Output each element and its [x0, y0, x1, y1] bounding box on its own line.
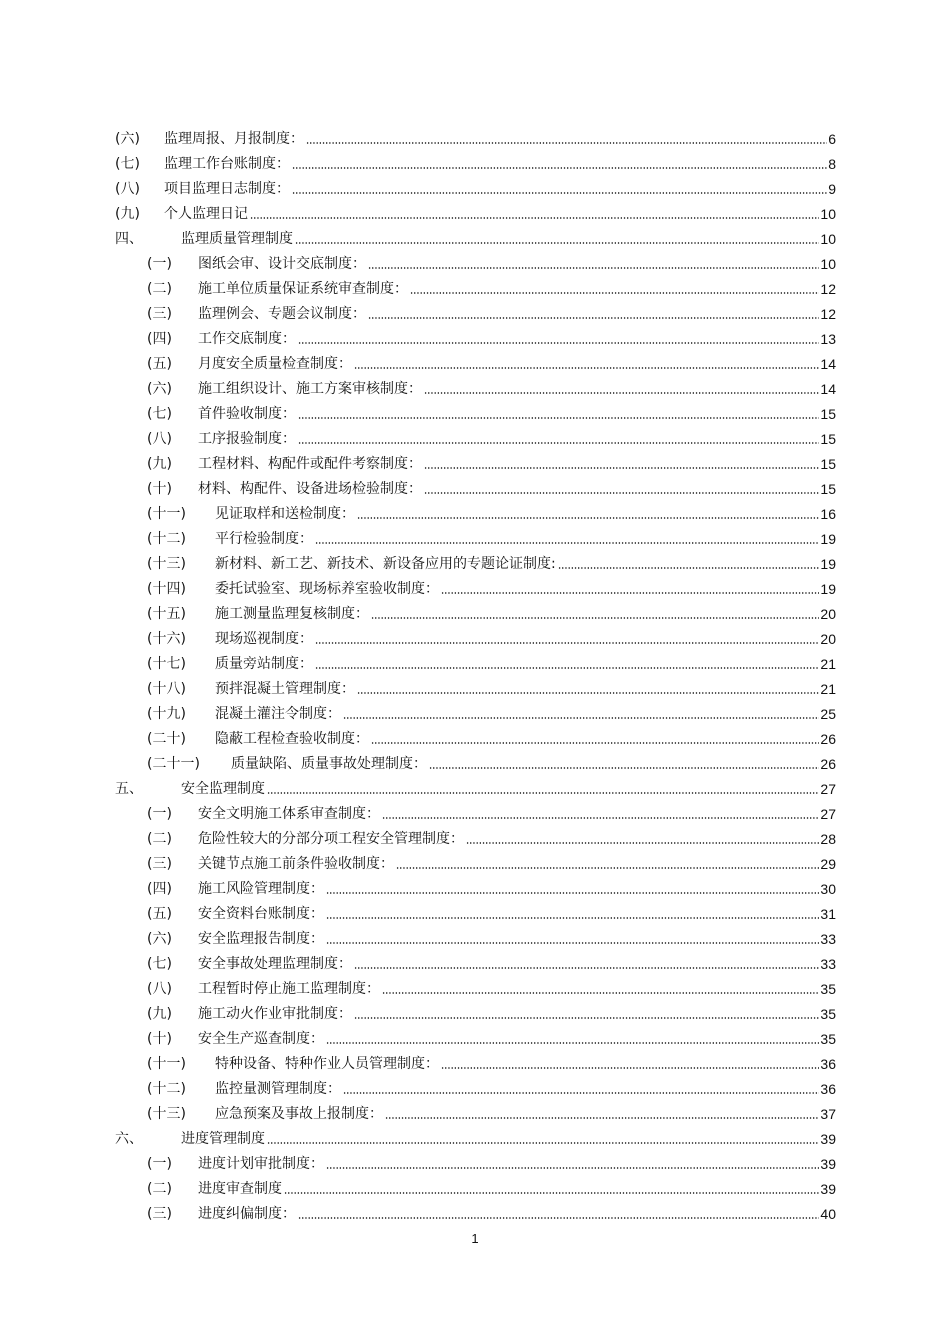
dot-leader	[371, 604, 819, 620]
toc-entry-page: 25	[820, 706, 836, 722]
toc-entry-title: 个人监理日记	[164, 206, 248, 222]
toc-entry-title: 见证取样和送检制度：	[215, 506, 355, 522]
toc-entry-page: 13	[820, 331, 836, 347]
toc-entry-page: 39	[820, 1131, 836, 1147]
toc-entry-title: 监控量测管理制度：	[215, 1081, 341, 1097]
toc-entry[interactable]	[147, 949, 836, 973]
toc-entry-page: 33	[820, 931, 836, 947]
toc-entry[interactable]	[147, 874, 836, 898]
dot-leader	[368, 304, 819, 320]
toc-entry-page: 35	[820, 981, 836, 997]
toc-entry-number: (十六)	[147, 631, 186, 647]
dot-leader	[385, 1104, 819, 1120]
toc-entry-number: (五)	[147, 906, 172, 922]
toc-entry[interactable]	[147, 799, 836, 823]
toc-entry-title: 质量旁站制度：	[215, 656, 313, 672]
dot-leader	[298, 329, 819, 345]
toc-entry-number: (八)	[147, 431, 172, 447]
toc-entry-number: (二)	[147, 281, 172, 297]
toc-entry[interactable]	[147, 624, 836, 648]
toc-entry-page: 10	[820, 256, 836, 272]
dot-leader	[424, 454, 819, 470]
toc-entry-number: (十一)	[147, 506, 186, 522]
toc-entry-number: (三)	[147, 1206, 172, 1222]
toc-entry-page: 33	[820, 956, 836, 972]
toc-entry-page: 27	[820, 781, 836, 797]
toc-entry-title: 施工动火作业审批制度：	[198, 1006, 352, 1022]
toc-entry-title: 项目监理日志制度：	[164, 181, 290, 197]
toc-entry-title: 安全文明施工体系审查制度：	[198, 806, 380, 822]
toc-entry-number: 五、	[115, 781, 143, 797]
dot-leader	[326, 1029, 819, 1045]
toc-entry-title: 进度计划审批制度：	[198, 1156, 324, 1172]
toc-entry-title: 关键节点施工前条件验收制度：	[198, 856, 394, 872]
toc-entry-page: 20	[820, 631, 836, 647]
toc-entry-number: (一)	[147, 256, 172, 272]
dot-leader	[306, 129, 827, 145]
toc-entry[interactable]	[147, 249, 836, 273]
toc-entry[interactable]	[115, 149, 836, 173]
toc-entry-number: (七)	[147, 956, 172, 972]
toc-entry-page: 35	[820, 1006, 836, 1022]
toc-section-entry[interactable]	[115, 774, 836, 798]
toc-entry[interactable]	[147, 724, 836, 748]
toc-entry-page: 30	[820, 881, 836, 897]
dot-leader	[368, 254, 819, 270]
dot-leader	[292, 154, 827, 170]
toc-entry-page: 37	[820, 1106, 836, 1122]
toc-entry[interactable]	[147, 374, 836, 398]
toc-entry-number: (七)	[115, 156, 140, 172]
toc-entry[interactable]	[115, 174, 836, 198]
toc-entry-page: 36	[820, 1056, 836, 1072]
dot-leader	[284, 1179, 819, 1195]
dot-leader	[371, 729, 819, 745]
toc-entry-number: (一)	[147, 1156, 172, 1172]
toc-entry-number: (二十)	[147, 731, 186, 747]
toc-entry-title: 工序报验制度：	[198, 431, 296, 447]
toc-entry-title: 监理质量管理制度	[181, 231, 293, 247]
toc-entry[interactable]	[147, 524, 836, 548]
toc-entry-number: (四)	[147, 331, 172, 347]
toc-entry-page: 8	[828, 156, 836, 172]
toc-entry-title: 安全监理报告制度：	[198, 931, 324, 947]
toc-entry-title: 委托试验室、现场标养室验收制度：	[215, 581, 439, 597]
dot-leader	[315, 529, 819, 545]
dot-leader	[250, 204, 819, 220]
dot-leader	[429, 754, 819, 770]
toc-entry-title: 安全监理制度	[181, 781, 265, 797]
toc-entry-number: (十三)	[147, 556, 186, 572]
dot-leader	[357, 504, 819, 520]
toc-entry-number: (十)	[147, 1031, 172, 1047]
toc-section-entry[interactable]	[115, 1124, 836, 1148]
toc-entry-page: 39	[820, 1156, 836, 1172]
toc-entry-title: 首件验收制度：	[198, 406, 296, 422]
toc-entry-title: 图纸会审、设计交底制度：	[198, 256, 366, 272]
dot-leader	[382, 979, 819, 995]
dot-leader	[326, 904, 819, 920]
toc-entry-page: 10	[820, 231, 836, 247]
toc-entry-title: 工程材料、构配件或配件考察制度：	[198, 456, 422, 472]
toc-entry[interactable]	[147, 574, 836, 598]
toc-entry-number: (九)	[115, 206, 140, 222]
toc-entry[interactable]	[147, 649, 836, 673]
dot-leader	[382, 804, 819, 820]
dot-leader	[267, 1129, 819, 1145]
toc-entry-number: (十四)	[147, 581, 186, 597]
toc-entry-title: 应急预案及事故上报制度：	[215, 1106, 383, 1122]
dot-leader	[354, 354, 819, 370]
toc-entry[interactable]	[147, 999, 836, 1023]
toc-entry-page: 6	[828, 131, 836, 147]
toc-entry-number: (八)	[147, 981, 172, 997]
toc-entry[interactable]	[147, 274, 836, 298]
toc-entry[interactable]	[147, 299, 836, 323]
toc-entry-number: (五)	[147, 356, 172, 372]
toc-entry[interactable]	[147, 699, 836, 723]
toc-entry-title: 特种设备、特种作业人员管理制度：	[215, 1056, 439, 1072]
toc-entry-page: 40	[820, 1206, 836, 1222]
dot-leader	[292, 179, 827, 195]
toc-entry-title: 安全事故处理监理制度：	[198, 956, 352, 972]
toc-entry[interactable]	[147, 974, 836, 998]
toc-entry-title: 监理周报、月报制度：	[164, 131, 304, 147]
toc-entry[interactable]	[147, 1049, 836, 1073]
toc-entry-page: 36	[820, 1081, 836, 1097]
toc-entry-page: 35	[820, 1031, 836, 1047]
toc-entry-number: (七)	[147, 406, 172, 422]
toc-entry[interactable]	[147, 899, 836, 923]
toc-entry-number: (十八)	[147, 681, 186, 697]
toc-entry-number: (一)	[147, 806, 172, 822]
toc-entry-page: 31	[820, 906, 836, 922]
toc-entry-title: 施工风险管理制度：	[198, 881, 324, 897]
dot-leader	[441, 1054, 819, 1070]
dot-leader	[466, 829, 819, 845]
dot-leader	[298, 1204, 819, 1220]
toc-entry-title: 监理例会、专题会议制度：	[198, 306, 366, 322]
toc-entry-page: 10	[820, 206, 836, 222]
toc-entry-number: (十九)	[147, 706, 186, 722]
toc-entry-title: 进度管理制度	[181, 1131, 265, 1147]
toc-entry[interactable]	[147, 1174, 836, 1198]
toc-entry-page: 29	[820, 856, 836, 872]
toc-entry-number: (十)	[147, 481, 172, 497]
toc-entry-title: 质量缺陷、质量事故处理制度：	[231, 756, 427, 772]
toc-entry-page: 15	[820, 431, 836, 447]
dot-leader	[354, 1004, 819, 1020]
toc-entry-title: 危险性较大的分部分项工程安全管理制度：	[198, 831, 464, 847]
toc-entry-title: 施工单位质量保证系统审查制度：	[198, 281, 408, 297]
toc-entry[interactable]	[115, 124, 836, 148]
toc-entry-number: (十二)	[147, 1081, 186, 1097]
toc-entry-page: 20	[820, 606, 836, 622]
toc-entry[interactable]	[147, 1099, 836, 1123]
dot-leader	[441, 579, 819, 595]
toc-entry-number: (六)	[147, 381, 172, 397]
dot-leader	[396, 854, 819, 870]
toc-entry-page: 15	[820, 456, 836, 472]
toc-entry-number: (四)	[147, 881, 172, 897]
dot-leader	[410, 279, 819, 295]
dot-leader	[326, 879, 819, 895]
toc-entry-title: 施工测量监理复核制度：	[215, 606, 369, 622]
toc-section-entry[interactable]	[115, 224, 836, 248]
toc-entry-page: 27	[820, 806, 836, 822]
dot-leader	[315, 654, 819, 670]
toc-entry[interactable]	[147, 499, 836, 523]
toc-entry-page: 19	[820, 531, 836, 547]
toc-entry-number: (十一)	[147, 1056, 186, 1072]
toc-entry-page: 28	[820, 831, 836, 847]
toc-entry-number: (三)	[147, 856, 172, 872]
toc-entry-page: 15	[820, 406, 836, 422]
toc-entry-page: 9	[828, 181, 836, 197]
toc-entry[interactable]	[147, 474, 836, 498]
dot-leader	[298, 429, 819, 445]
toc-entry-title: 预拌混凝土管理制度：	[215, 681, 355, 697]
toc-entry-title: 隐蔽工程检查验收制度：	[215, 731, 369, 747]
dot-leader	[326, 1154, 819, 1170]
toc-entry-page: 19	[820, 581, 836, 597]
page-number: 1	[471, 1231, 479, 1246]
toc-entry-title: 安全资料台账制度：	[198, 906, 324, 922]
dot-leader	[354, 954, 819, 970]
toc-entry-number: (六)	[115, 131, 140, 147]
toc-entry[interactable]	[147, 599, 836, 623]
toc-entry-number: (二)	[147, 831, 172, 847]
toc-entry-number: 四、	[115, 231, 143, 247]
toc-entry-title: 进度纠偏制度：	[198, 1206, 296, 1222]
toc-entry-page: 14	[820, 356, 836, 372]
toc-entry[interactable]	[147, 399, 836, 423]
toc-entry-title: 工程暂时停止施工监理制度：	[198, 981, 380, 997]
toc-entry[interactable]	[147, 1199, 836, 1223]
toc-entry[interactable]	[147, 424, 836, 448]
dot-leader	[343, 1079, 819, 1095]
toc-entry[interactable]	[147, 1149, 836, 1173]
toc-entry-number: 六、	[115, 1131, 143, 1147]
toc-entry-page: 21	[820, 681, 836, 697]
dot-leader	[295, 229, 819, 245]
toc-entry-number: (二十一)	[147, 756, 200, 772]
toc-entry[interactable]	[147, 349, 836, 373]
toc-entry[interactable]	[147, 674, 836, 698]
toc-entry[interactable]	[147, 549, 836, 573]
toc-entry-number: (十五)	[147, 606, 186, 622]
toc-entry[interactable]	[147, 1024, 836, 1048]
toc-entry-number: (三)	[147, 306, 172, 322]
toc-entry-title: 工作交底制度：	[198, 331, 296, 347]
toc-entry-number: (六)	[147, 931, 172, 947]
toc-entry-title: 平行检验制度：	[215, 531, 313, 547]
dot-leader	[558, 554, 820, 570]
toc-entry-page: 21	[820, 656, 836, 672]
toc-entry[interactable]	[147, 849, 836, 873]
toc-entry-title: 材料、构配件、设备进场检验制度：	[198, 481, 422, 497]
toc-entry-page: 39	[820, 1181, 836, 1197]
toc-entry-title: 现场巡视制度：	[215, 631, 313, 647]
toc-entry[interactable]	[147, 924, 836, 948]
toc-entry-number: (八)	[115, 181, 140, 197]
dot-leader	[267, 779, 819, 795]
toc-entry-page: 14	[820, 381, 836, 397]
toc-entry-title: 月度安全质量检查制度：	[198, 356, 352, 372]
toc-entry-number: (十七)	[147, 656, 186, 672]
toc-entry[interactable]	[147, 1074, 836, 1098]
toc-entry-page: 12	[820, 306, 836, 322]
toc-entry-page: 26	[820, 756, 836, 772]
toc-entry-title: 混凝土灌注令制度：	[215, 706, 341, 722]
dot-leader	[298, 404, 819, 420]
dot-leader	[424, 379, 819, 395]
toc-entry-number: (九)	[147, 1006, 172, 1022]
toc-entry[interactable]	[147, 324, 836, 348]
dot-leader	[424, 479, 819, 495]
toc-entry-title: 进度审查制度	[198, 1181, 282, 1197]
dot-leader	[343, 704, 819, 720]
dot-leader	[326, 929, 819, 945]
toc-entry-page: 12	[820, 281, 836, 297]
toc-entry-number: (二)	[147, 1181, 172, 1197]
toc-entry-page: 26	[820, 731, 836, 747]
toc-entry-title: 施工组织设计、施工方案审核制度：	[198, 381, 422, 397]
toc-entry[interactable]	[147, 824, 836, 848]
toc-entry-title: 新材料、新工艺、新技术、新设备应用的专题论证制度:	[215, 556, 556, 572]
toc-entry-page: 15	[820, 481, 836, 497]
dot-leader	[357, 679, 819, 695]
toc-entry[interactable]	[147, 449, 836, 473]
toc-entry[interactable]	[147, 749, 836, 773]
toc-entry-title: 监理工作台账制度：	[164, 156, 290, 172]
toc-entry-number: (十二)	[147, 531, 186, 547]
dot-leader	[315, 629, 819, 645]
toc-entry-number: (九)	[147, 456, 172, 472]
toc-entry-page: 16	[820, 506, 836, 522]
toc-entry-title: 安全生产巡查制度：	[198, 1031, 324, 1047]
toc-entry-page: 19	[820, 556, 836, 572]
toc-entry-number: (十三)	[147, 1106, 186, 1122]
toc-entry[interactable]	[115, 199, 836, 223]
